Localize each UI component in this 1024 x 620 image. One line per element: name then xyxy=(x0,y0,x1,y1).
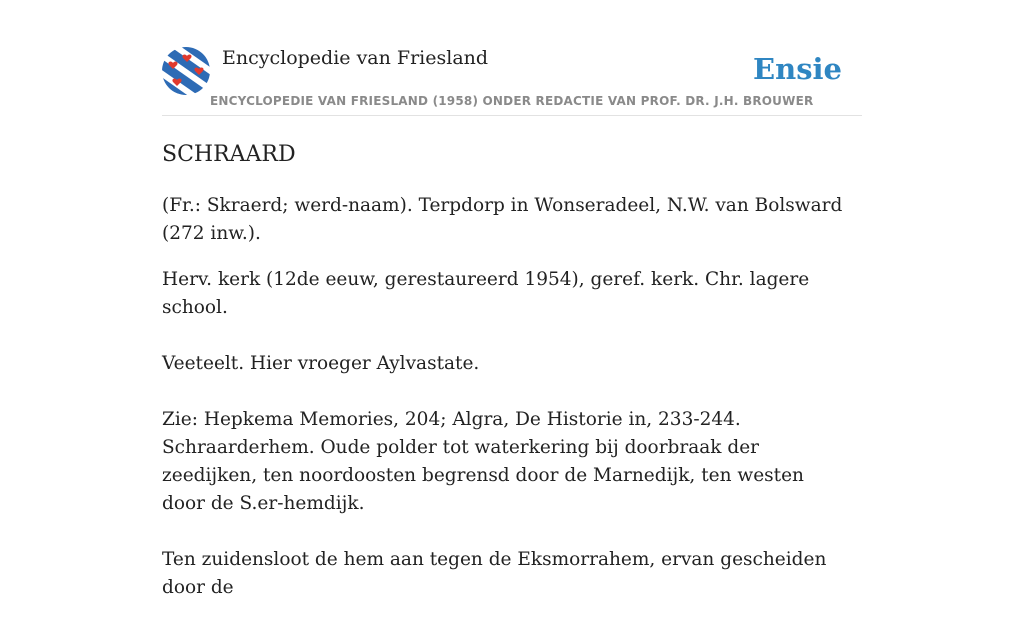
article-title: SCHRAARD xyxy=(162,142,296,167)
encyclopedia-subtitle: ENCYCLOPEDIE VAN FRIESLAND (1958) ONDER REDACTIE VAN PROF. DR. J.H. BROUWER xyxy=(210,94,814,108)
article-paragraph: Zie: Hepkema Memories, 204; Algra, De Historie in, 233-244. Schraarderhem. Oude polder tot waterkering bij doorbraak der zeedijken, ten noordoosten begrensd door de Marnedijk, ten westen door de S.er-hemdijk. xyxy=(162,409,804,514)
article-paragraph: Herv. kerk (12de eeuw, gerestaureerd 1954), geref. kerk. Chr. lagere school. xyxy=(162,269,810,318)
article-paragraph: Veeteelt. Hier vroeger Aylvastate. xyxy=(162,353,480,374)
article-body xyxy=(162,192,852,620)
header-divider xyxy=(162,115,862,116)
article-paragraph: Ten zuidensloot de hem aan tegen de Eksmorrahem, ervan gescheiden door de xyxy=(162,549,827,598)
frisian-flag-icon[interactable] xyxy=(162,47,210,95)
site-title[interactable]: Encyclopedie van Friesland xyxy=(222,47,489,69)
brand-logo[interactable]: Ensie xyxy=(753,52,842,86)
article-paragraph: (Fr.: Skraerd; werd-naam). Terpdorp in Wonseradeel, N.W. van Bolsward (272 inw.). xyxy=(162,195,843,244)
